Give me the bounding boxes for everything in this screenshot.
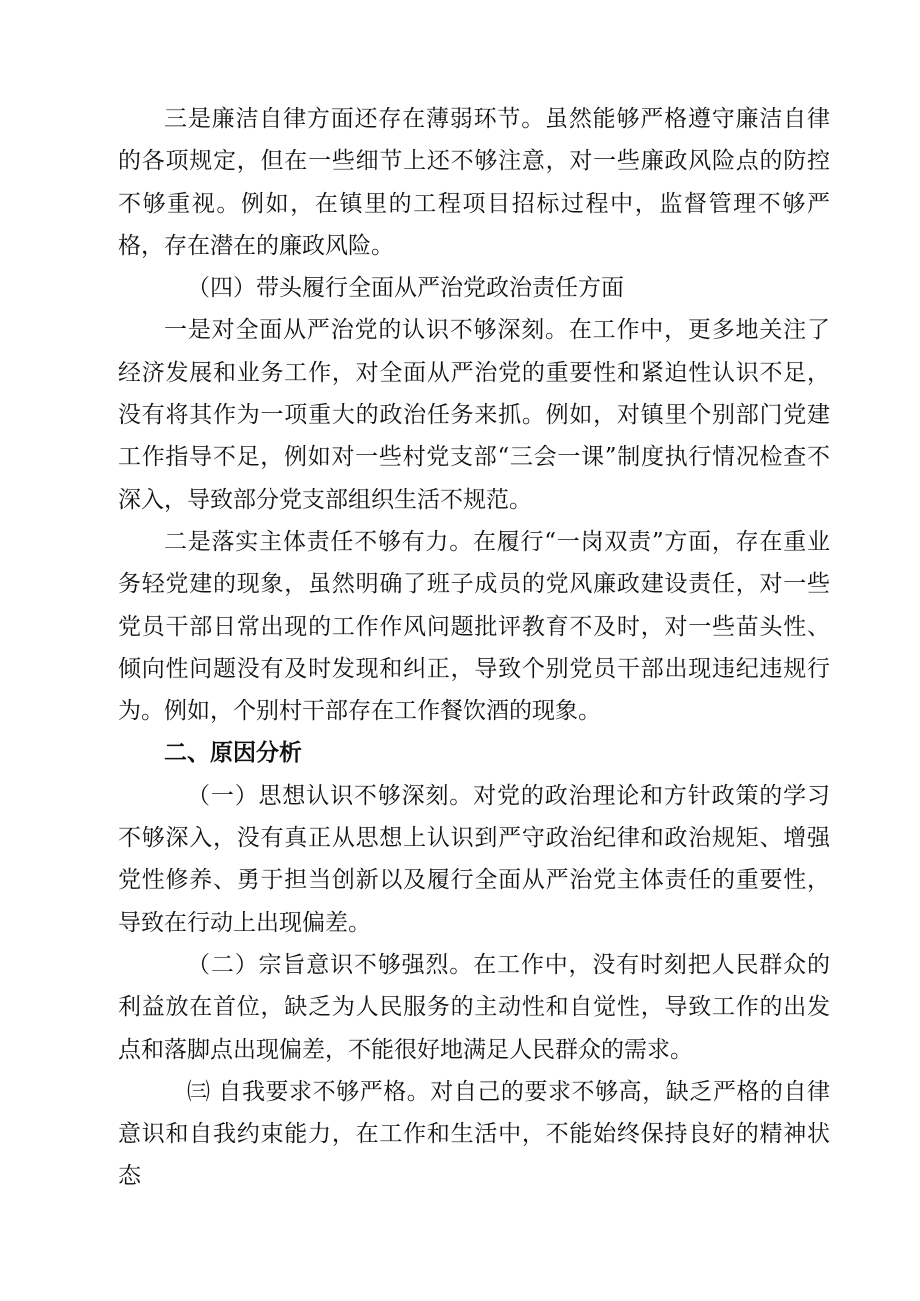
paragraph-understanding-not-deep: 一是对全面从严治党的认识不够深刻。在工作中，更多地关注了经济发展和业务工作，对全面从严治党的重要性和紧迫性认识不足，没有将其作为一项重大的政治任务来抓。例如，对镇里个别部门党建工作指导不足，例如对一些村党支部“三会一课”制度执行情况检查不深入，导致部分党支部组织生活不规范。 (118, 317, 830, 513)
section-heading-cause-analysis: 二、原因分析 (164, 740, 302, 767)
subheading-party-responsibility: （四）带头履行全面从严治党政治责任方面 (187, 275, 624, 302)
paragraph-cause-ideology: （一）思想认识不够深刻。对党的政治理论和方针政策的学习不够深入，没有真正从思想上认识到严守政治纪律和政治规矩、增强党性修养、勇于担当创新以及履行全面从严治党主体责任的重要性，导致在行动上出现偏差。 (118, 782, 830, 936)
paragraph-integrity-weakness: 三是廉洁自律方面还存在薄弱环节。虽然能够严格遵守廉洁自律的各项规定，但在一些细节上还不够注意，对一些廉政风险点的防控不够重视。例如，在镇里的工程项目招标过程中，监督管理不够严格，存在潜在的廉政风险。 (118, 106, 830, 259)
paragraph-cause-self-discipline: ㈢ 自我要求不够严格。对自己的要求不够高，缺乏严格的自律意识和自我约束能力，在工作和生活中，不能始终保持良好的精神状态 (118, 1078, 830, 1190)
document-body (118, 98, 830, 1198)
paragraph-responsibility-not-strong: 二是落实主体责任不够有力。在履行“一岗双责”方面，存在重业务轻党建的现象，虽然明确了班子成员的党风廉政建设责任，对一些党员干部日常出现的工作作风问题批评教育不及时，对一些苗头性、倾向性问题没有及时发现和纠正，导致个别党员干部出现违纪违规行为。例如，个别村干部存在工作餐饮酒的现象。 (118, 528, 830, 725)
paragraph-cause-purpose: （二）宗旨意识不够强烈。在工作中，没有时刻把人民群众的利益放在首位，缺乏为人民服务的主动性和自觉性，导致工作的出发点和落脚点出现偏差，不能很好地满足人民群众的需求。 (118, 951, 830, 1063)
